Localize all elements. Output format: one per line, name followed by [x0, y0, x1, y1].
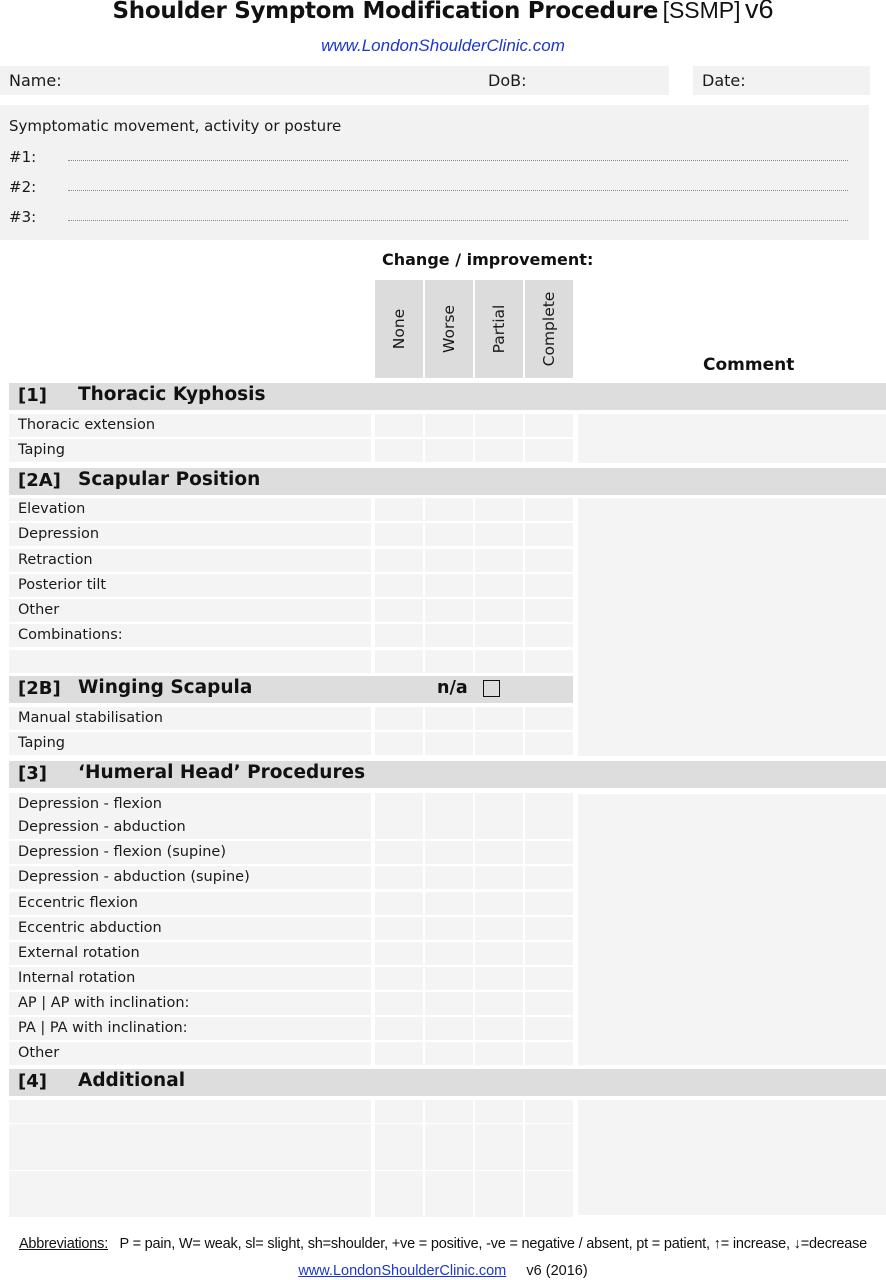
response-cell-complete[interactable]: [525, 732, 573, 755]
table-row: [9, 942, 371, 965]
table-row: [9, 1017, 371, 1040]
website-link-top[interactable]: www.LondonShoulderClinic.com: [321, 36, 565, 55]
response-cell-none[interactable]: [375, 732, 423, 755]
table-row: [9, 841, 371, 864]
title-text: Shoulder Symptom Modification Procedure: [112, 0, 659, 24]
response-cell-none[interactable]: [375, 1100, 423, 1123]
column-header-complete: [525, 280, 573, 378]
table-row: [9, 523, 371, 546]
response-cell-partial[interactable]: [475, 816, 523, 839]
section-code: [2A]: [18, 470, 61, 491]
response-cell-complete[interactable]: [525, 1171, 573, 1194]
response-cell-complete[interactable]: [525, 793, 573, 816]
section-title: Thoracic Kyphosis: [78, 384, 266, 405]
response-cell-partial[interactable]: [475, 1147, 523, 1170]
response-cell-none[interactable]: [375, 793, 423, 816]
response-cell-complete[interactable]: [525, 841, 573, 864]
response-cell-complete[interactable]: [525, 1147, 573, 1170]
table-row: [9, 574, 371, 597]
na-checkbox[interactable]: [483, 680, 500, 697]
comment-box-3[interactable]: [578, 794, 886, 1065]
footer: [0, 1263, 886, 1279]
row-label: Other: [18, 1045, 60, 1061]
section-title: Winging Scapula: [78, 677, 253, 698]
response-cell-worse[interactable]: [425, 1147, 473, 1170]
response-cell-none[interactable]: [375, 841, 423, 864]
response-cell-none[interactable]: [375, 917, 423, 940]
date-field[interactable]: [693, 66, 870, 95]
response-cell-partial[interactable]: [475, 992, 523, 1015]
response-cell-complete[interactable]: [525, 1100, 573, 1123]
response-cell-none[interactable]: [375, 707, 423, 730]
response-cell-none[interactable]: [375, 1042, 423, 1065]
response-cell-complete[interactable]: [525, 624, 573, 647]
version-note: v6 (2016): [526, 1263, 588, 1279]
section-code: [2B]: [18, 678, 61, 699]
row-label: Depression: [18, 526, 100, 542]
table-row: [9, 599, 371, 622]
response-cell-none[interactable]: [375, 574, 423, 597]
table-row: [9, 892, 371, 915]
row-label: Elevation: [18, 501, 86, 517]
row-label: Depression - flexion: [18, 796, 162, 812]
response-cell-complete[interactable]: [525, 992, 573, 1015]
response-cell-partial[interactable]: [475, 967, 523, 990]
response-cell-none[interactable]: [375, 866, 423, 889]
row-label: AP | AP with inclination:: [18, 995, 190, 1011]
name-label: Name:: [9, 71, 62, 90]
section-code: [4]: [18, 1071, 47, 1092]
symptoms-heading: Symptomatic movement, activity or posture: [9, 117, 342, 135]
response-cell-worse[interactable]: [425, 1171, 473, 1194]
column-header-worse: [425, 280, 473, 378]
response-cell-partial[interactable]: [475, 1171, 523, 1194]
response-cell-partial[interactable]: [475, 707, 523, 730]
response-cell-complete[interactable]: [525, 599, 573, 622]
row-label: Other: [18, 602, 60, 618]
response-cell-worse[interactable]: [425, 866, 473, 889]
response-cell-complete[interactable]: [525, 1124, 573, 1147]
table-row: [9, 498, 371, 521]
response-cell-worse[interactable]: [425, 498, 473, 521]
response-cell-none[interactable]: [375, 599, 423, 622]
response-cell-none[interactable]: [375, 624, 423, 647]
row-label: Retraction: [18, 552, 93, 568]
table-row: [9, 793, 371, 816]
response-cell-partial[interactable]: [475, 732, 523, 755]
table-row[interactable]: [9, 1194, 371, 1217]
row-label: PA | PA with inclination:: [18, 1020, 188, 1036]
section-header-2b: [9, 676, 573, 703]
section-title: Scapular Position: [78, 469, 261, 490]
response-cell-complete[interactable]: [525, 549, 573, 572]
response-cell-worse[interactable]: [425, 1194, 473, 1217]
row-label: Manual stabilisation: [18, 710, 163, 726]
table-row[interactable]: [9, 1171, 371, 1194]
table-row[interactable]: [9, 1147, 371, 1170]
page-title: [0, 0, 886, 25]
response-cell-worse[interactable]: [425, 707, 473, 730]
response-cell-complete[interactable]: [525, 892, 573, 915]
response-cell-complete[interactable]: [525, 1017, 573, 1040]
website-link-bottom[interactable]: www.LondonShoulderClinic.com: [298, 1263, 507, 1279]
row-label: Depression - flexion (supine): [18, 844, 226, 860]
response-cell-complete[interactable]: [525, 1042, 573, 1065]
response-cell-partial[interactable]: [475, 498, 523, 521]
response-cell-partial[interactable]: [475, 892, 523, 915]
row-label: Eccentric flexion: [18, 895, 138, 911]
response-cell-complete[interactable]: [525, 439, 573, 462]
response-cell-complete[interactable]: [525, 414, 573, 437]
table-row: [9, 624, 371, 647]
response-cell-none[interactable]: [375, 414, 423, 437]
table-row: [9, 992, 371, 1015]
response-cell-worse[interactable]: [425, 574, 473, 597]
response-cell-none[interactable]: [375, 523, 423, 546]
title-code: [SSMP]: [662, 0, 741, 23]
response-cell-worse[interactable]: [425, 1042, 473, 1065]
table-row: [9, 816, 371, 839]
abbreviations-label: Abbreviations:: [18, 1236, 109, 1252]
column-header-none: [375, 280, 423, 378]
response-cell-none[interactable]: [375, 439, 423, 462]
section-title: Additional: [78, 1070, 186, 1091]
response-cell-partial[interactable]: [475, 942, 523, 965]
response-cell-complete[interactable]: [525, 523, 573, 546]
column-header-partial: [475, 280, 523, 378]
response-cell-partial[interactable]: [475, 549, 523, 572]
table-row: [9, 967, 371, 990]
row-label: Posterior tilt: [18, 577, 107, 593]
response-cell-worse[interactable]: [425, 414, 473, 437]
row-label: Depression - abduction: [18, 819, 186, 835]
comment-heading: Comment: [703, 355, 795, 375]
response-cell-none[interactable]: [375, 549, 423, 572]
response-cell-partial[interactable]: [475, 523, 523, 546]
response-cell-none[interactable]: [375, 1124, 423, 1147]
row-label: Internal rotation: [18, 970, 136, 986]
row-label: External rotation: [18, 945, 140, 961]
response-cell-worse[interactable]: [425, 1124, 473, 1147]
symptom-line-1[interactable]: [68, 160, 848, 161]
response-cell-partial[interactable]: [475, 866, 523, 889]
response-cell-complete[interactable]: [525, 866, 573, 889]
symptom-line-3[interactable]: [68, 220, 848, 221]
response-cell-partial[interactable]: [475, 841, 523, 864]
response-cell-worse[interactable]: [425, 816, 473, 839]
table-row: [9, 732, 371, 755]
comment-box-2[interactable]: [578, 498, 886, 756]
section-title: ‘Humeral Head’ Procedures: [78, 762, 366, 783]
response-cell-worse[interactable]: [425, 967, 473, 990]
response-cell-complete[interactable]: [525, 498, 573, 521]
column-label-worse: Worse: [440, 305, 458, 353]
section-header-4: [9, 1069, 886, 1096]
response-cell-worse[interactable]: [425, 439, 473, 462]
row-label: Eccentric abduction: [18, 920, 162, 936]
comment-box-4[interactable]: [578, 1100, 886, 1215]
response-cell-none[interactable]: [375, 498, 423, 521]
response-cell-worse[interactable]: [425, 942, 473, 965]
response-cell-none[interactable]: [375, 1147, 423, 1170]
response-cell-worse[interactable]: [425, 523, 473, 546]
response-cell-partial[interactable]: [475, 439, 523, 462]
response-cell-worse[interactable]: [425, 732, 473, 755]
response-cell-none[interactable]: [375, 967, 423, 990]
row-label: Taping: [18, 442, 65, 458]
row-label: Depression - abduction (supine): [18, 869, 250, 885]
table-row[interactable]: [9, 1100, 371, 1123]
dob-label: DoB:: [488, 71, 527, 90]
table-row: [9, 439, 371, 462]
symptom-label-2: #2:: [9, 178, 37, 196]
response-cell-partial[interactable]: [475, 793, 523, 816]
table-row: [9, 707, 371, 730]
response-cell-worse[interactable]: [425, 917, 473, 940]
response-cell-partial[interactable]: [475, 1194, 523, 1217]
response-cell-worse[interactable]: [425, 841, 473, 864]
comment-box-1[interactable]: [578, 414, 886, 463]
response-cell-worse[interactable]: [425, 624, 473, 647]
section-code: [1]: [18, 385, 47, 406]
section-header-2a: [9, 468, 886, 495]
response-cell-partial[interactable]: [475, 1017, 523, 1040]
na-label: n/a: [437, 678, 468, 698]
column-label-complete: Complete: [540, 291, 558, 367]
table-row[interactable]: [9, 1124, 371, 1147]
response-cell-partial[interactable]: [475, 917, 523, 940]
column-label-partial: Partial: [490, 304, 508, 354]
section-header-1: [9, 383, 886, 410]
response-cell-complete[interactable]: [525, 942, 573, 965]
table-row: [9, 866, 371, 889]
table-row: [9, 1042, 371, 1065]
symptom-label-3: #3:: [9, 208, 37, 226]
title-version: v6: [744, 0, 774, 24]
response-cell-partial[interactable]: [475, 414, 523, 437]
symptoms-box: [0, 105, 869, 240]
symptom-line-2[interactable]: [68, 190, 848, 191]
change-improvement-heading: Change / improvement:: [382, 250, 594, 269]
response-cell-partial[interactable]: [475, 650, 523, 673]
date-label: Date:: [702, 71, 746, 90]
response-cell-none[interactable]: [375, 892, 423, 915]
response-cell-partial[interactable]: [475, 1042, 523, 1065]
response-cell-partial[interactable]: [475, 599, 523, 622]
response-cell-worse[interactable]: [425, 599, 473, 622]
response-cell-complete[interactable]: [525, 707, 573, 730]
response-cell-complete[interactable]: [525, 816, 573, 839]
row-label: Taping: [18, 735, 65, 751]
response-cell-complete[interactable]: [525, 574, 573, 597]
table-row: [9, 917, 371, 940]
response-cell-none[interactable]: [375, 942, 423, 965]
column-label-none: None: [390, 308, 408, 350]
table-row: [9, 414, 371, 437]
response-cell-complete[interactable]: [525, 917, 573, 940]
row-label: Thoracic extension: [18, 417, 156, 433]
response-cell-worse[interactable]: [425, 892, 473, 915]
response-cell-none[interactable]: [375, 650, 423, 673]
response-cell-worse[interactable]: [425, 1100, 473, 1123]
response-cell-none[interactable]: [375, 816, 423, 839]
row-label: Combinations:: [18, 627, 123, 643]
response-cell-complete[interactable]: [525, 1194, 573, 1217]
response-cell-worse[interactable]: [425, 992, 473, 1015]
response-cell-partial[interactable]: [475, 574, 523, 597]
response-cell-none[interactable]: [375, 1171, 423, 1194]
section-header-3: [9, 761, 886, 788]
name-dob-field[interactable]: [0, 66, 669, 95]
response-cell-partial[interactable]: [475, 624, 523, 647]
table-row: [9, 549, 371, 572]
abbreviations-line: [0, 1236, 886, 1252]
response-cell-worse[interactable]: [425, 793, 473, 816]
response-cell-complete[interactable]: [525, 967, 573, 990]
response-cell-worse[interactable]: [425, 650, 473, 673]
response-cell-none[interactable]: [375, 1194, 423, 1217]
response-cell-complete[interactable]: [525, 650, 573, 673]
response-cell-partial[interactable]: [475, 1124, 523, 1147]
response-cell-none[interactable]: [375, 1017, 423, 1040]
section-code: [3]: [18, 763, 47, 784]
response-cell-partial[interactable]: [475, 1100, 523, 1123]
response-cell-worse[interactable]: [425, 1017, 473, 1040]
symptom-label-1: #1:: [9, 148, 37, 166]
response-cell-worse[interactable]: [425, 549, 473, 572]
response-cell-none[interactable]: [375, 992, 423, 1015]
abbreviations-text: P = pain, W= weak, sl= slight, sh=shoulder, +ve = positive, -ve = negative / absent, pt = patient, ↑= increase, ↓=decrease: [119, 1236, 868, 1252]
table-row[interactable]: [9, 650, 371, 673]
